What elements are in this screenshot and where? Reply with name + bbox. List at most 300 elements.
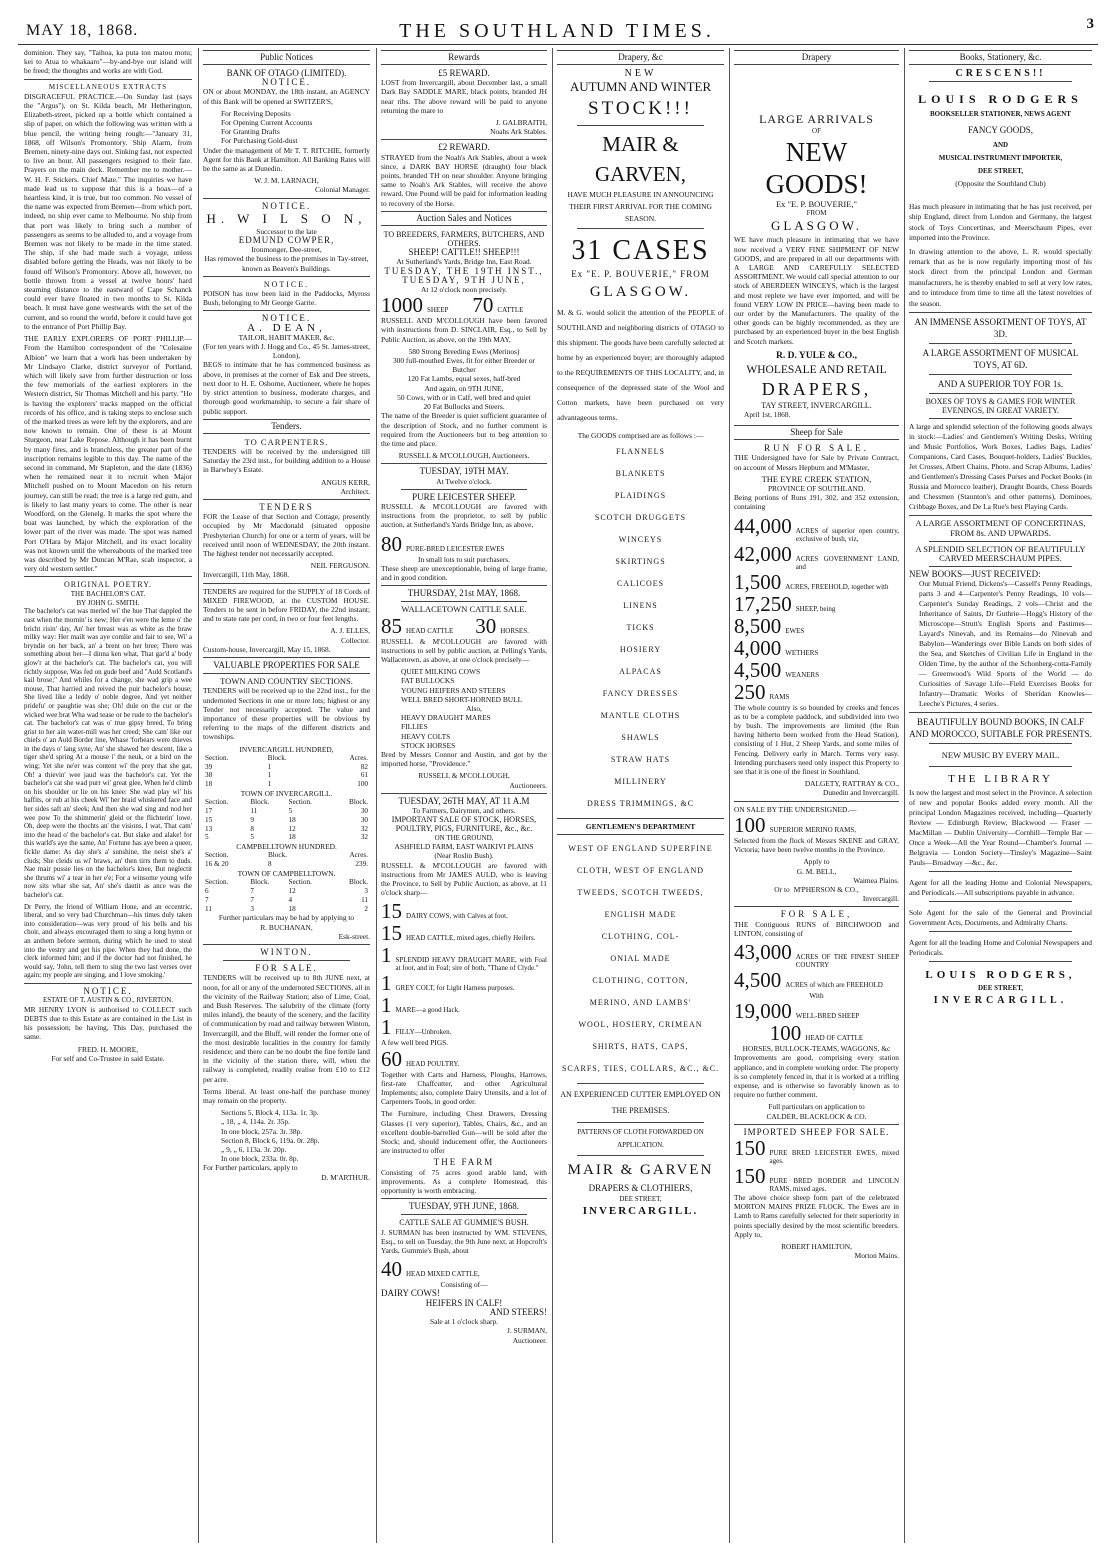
surman-signature: J. SURMAN, (506, 1326, 547, 1336)
hamilton-address: Morton Mains. (854, 1251, 899, 1261)
table-cell: 12 (288, 886, 296, 895)
list-item: CLOTHING, COTTON, (592, 975, 689, 985)
divider (203, 499, 370, 500)
sheep-count: 1000 (381, 293, 423, 318)
dee-street: DEE STREET, (978, 167, 1023, 176)
table-header: Section. (288, 798, 312, 807)
divider (929, 343, 1072, 344)
list-item: SCARFS, TIES, COLLARS, &C., &C. (561, 1063, 720, 1073)
musical-toys: A LARGE ASSORTMENT OF MUSICAL TOYS, AT 6D. (922, 348, 1079, 371)
imported-text: The above choice sheep form part of the celebrated MORTON MAINS PRIZE FLOCK. The Ewes are in Lamb to Rams carefully selected for their superiority in points specially desired by the most scientific breeders. Apply to, (734, 1192, 899, 1239)
notice-heading: NOTICE. (261, 313, 312, 324)
reward-signature-address: Noahs Ark Stables. (490, 127, 547, 137)
figure-label: ACRES of which are FREEHOLD (785, 980, 883, 989)
figure-row (734, 515, 899, 543)
auctioneer-signature: RUSSELL & M'COLLOUGH, Auctioneers. (398, 451, 530, 461)
figure-label: WETHERS (785, 648, 819, 657)
list-item: For Granting Drafts (221, 127, 280, 137)
list-item: CLOTHING, COL- (601, 931, 680, 941)
rams-label: SUPERIOR MERINO RAMS, (769, 825, 857, 834)
masthead (0, 0, 1114, 44)
table-header: Section. (288, 878, 312, 887)
table-header: Acres. (349, 851, 368, 860)
sale-date: TUESDAY, 9TH JUNE, 1868. (408, 1201, 519, 1212)
page-number: 3 (1086, 16, 1094, 32)
table-cell: 18 (205, 780, 213, 789)
section-heading-books-stationery: Books, Stationery, &c. (909, 50, 1092, 65)
figure-row (734, 969, 899, 991)
meerschaum-line: A SPLENDID SELECTION OF BEAUTIFULLY CARVED MEERSCHAUM PIPES. (915, 543, 1086, 564)
sheep-location: At Sutherland's Yards, Bridge Inn, East Road. (396, 257, 532, 267)
table-cell: 9 (250, 815, 254, 824)
campbelltown-hundred-table (203, 851, 370, 869)
louis-rodgers-heading: LOUIS RODGERS (918, 92, 1083, 107)
run-text: THE Undersigned have for Sale by Private Contract, on account of Messrs Hepburn and M'Master, (734, 453, 899, 472)
pherson-address: Invercargill. (862, 894, 899, 904)
poison-notice: POISON has now been laid in the Paddocks, Myross Bush, belonging to Mr George Garrie. (203, 289, 370, 308)
firewood-signature: A. J. ELLES, (330, 626, 370, 636)
table-row (203, 825, 370, 834)
yule-date: April 1st, 1868. (744, 410, 791, 420)
divider (929, 766, 1072, 767)
table-cell: 11 (205, 904, 212, 913)
further-particulars: Further particulars may be had by applying to (218, 913, 355, 923)
divider (577, 1122, 704, 1123)
announcement-text: HAVE MUCH PLEASURE IN ANNOUNCING THEIR FIRST ARRIVAL FOR THE COMING SEASON. (567, 190, 714, 224)
poem-text: The bachelor's cat was merled wi' the hue That dappled the east when the mornin' is new; Her e'en were the leme o' the bricht risin' day, An' her breast was as white as the braw milky way: Her mailt was aye comlie and fair to see, Wi' a bryndie on her back, an' a brent on her bree; There was something about her—I dinna ken what, That gar'd a' body glow'r at the bachelor's cat. The bachelor's cat, you will richtly suppose, Was fed on gude beef and "Auld Scotland's kail brose;" And whiles for a change, she wad grip a wee mouse, That harried and reived the puir bachelor's house; She lived like a leddy o' noble degree, And yet neither pridefu' or paughtie was she; Oh! dule on the cur or the wicked wee brat Wha wad tease or be rude to the bachelor's cat. The bachelor's cat was o' true gipsy breed, To bring grist to her ain water-mill was her creed; She cam' like our chiefs o' an Auld Border line, Whase 'forbears were thieves in the days o' lang syne, An' she shawed her descent, like a tiger she'd spring At a mouse i' the neuk, or a bird on the wing; Yet she ne'er was content wi' the prey that she gat, Oh! a thievin' wee jaud was the bachelor's cat. Yet the bachelor's cat she wad purr wi' great glee, When he'd climb on his shoulder or lie on his knee: She wad play wi' his haffits, or rub at his cheek Wi' her braid whiskered face and her sides saft an' sleek; And then she wad sing and nod her wee pow To the shimmerin' gleid or the flichterin' lowe. Oh, deep were the thochts an' the visions, I wat, That cam' into the head o' the bachelor's cat. But slake and alake! for this warld's aye the same, An' Fortune has aye been a queer, fickle dame: As day she's a' sunshine, the neist she's a' cluds; She cleids us wi' braws, an' then tirrs them to duds. Nae mair pussie lies on the bachelor's knee, But neglectit she thrums wi' a tear in her e'e; For a winsome young wife now sits whar she sat, An' she's dautit as ance was the bachelor's cat. (24, 607, 192, 899)
figure-label: WELL-BRED SHEEP (795, 1012, 860, 1021)
list-item: LINENS (623, 600, 658, 610)
cattle-label: HEAD MIXED CATTLE, (406, 1270, 480, 1279)
goods-intro: The GOODS comprised are as follows :— (577, 431, 704, 441)
horses-label: HORSES. (500, 626, 529, 635)
table-cell: 11 (361, 895, 368, 904)
boxes-of-toys: BOXES OF TOYS & GAMES FOR WINTER EVENINGS, IN GREAT VARIETY. (925, 397, 1076, 416)
lease-tender-text: FOR the Lease of that Section and Cottage, presently occupied by Mr Macdonald (situated opposite Presbyterian Church) for one or a term of years, will be received until noon of WEDNESDAY, the 20th instant. The highest tender not necessarily accepted. (203, 512, 370, 558)
table-header-row (203, 754, 370, 763)
town-campbelltown-heading: TOWN OF CAMPBELLTOWN. (237, 868, 336, 878)
lot-row (381, 994, 547, 1016)
glasgow-heading: GLASGOW. (770, 218, 863, 234)
valuable-properties-heading: VALUABLE PROPERTIES FOR SALE (213, 659, 360, 670)
run-text-2: The whole country is so bounded by creeks and fences as to be a complete paddock, and subdivided into two by bush. The improvements are limited (the Run having hitherto been worked from the Head Station), consisting of 1 Hut, 2 Sheep Yards, and some miles of Fencing. Delivery early in March. Terms very easy. Intending purchasers need only inspect this Property to see that it is one of the finest in Southland. (734, 702, 899, 777)
reward-heading: £2 REWARD. (438, 142, 490, 153)
figure-number: 42,000 (734, 541, 792, 566)
lot-row (381, 972, 547, 994)
sale-date: TUESDAY, 19TH MAY. (419, 466, 509, 477)
sale-time: At 12 o'clock noon precisely. (420, 285, 508, 295)
table-cell: 30 (360, 806, 368, 815)
list-item: 120 Fat Lambs, equal sexes, half-bred (407, 374, 521, 384)
ashfield-lots (381, 900, 547, 1038)
figure-row (734, 615, 899, 637)
sheep-sale-list (381, 347, 547, 411)
wallacetown-list (381, 667, 547, 750)
section-heading-sheep-for-sale: Sheep for Sale (734, 425, 899, 440)
intro-paragraph: dominion. They say, "Taihoa, ka puta ton matou motu; kei to Atua to whakaaro"—by-and-bye our island will be freed; the thoughts and works are with God. (24, 48, 192, 76)
new-books-text: Our Mutual Friend, Dickens's—Cassell's Penny Readings, parts 3 and 4—Carpenter's Penny Readings, 10 vols—Carpenter's Sunday Readings, 2 vols—Christ and the Inheritance of Saints, Dr Guthrie—Hogg's History of the Microscope—Strutt's English Sports and Pastimes—Layard's Ninevah, and its Remains—do Ninevah and Babylon—Wanderings over Bible Lands on both sides of the Sea, and Sketches of Civilian Life in England in the Olden Time, by the author of the Schonberg-cotta-Family — Greenwood's Wild Sports of the World — do Curiosities of Savage Life—Field Exercises Books for Infantry—Dramatic Works of Sheridan Knowles—Leeche's Pictures, 4 series. (919, 579, 1092, 709)
list-item: WINCEYS (618, 534, 663, 544)
gentlemens-list (557, 838, 724, 1080)
table-cell: 3 (250, 904, 254, 913)
list-item: HOSIERY (619, 644, 662, 654)
divider (203, 276, 370, 277)
table-cell: 13 (205, 824, 213, 833)
divider (381, 1198, 547, 1199)
list-item: QUIET MILKING COWS (401, 667, 481, 677)
sheep-sale-text: RUSSELL AND M'COLLOUGH have been favored with instructions from D. SINCLAIR, Esq., to Sell by Public Auction, as above, on the 19th MAY, (381, 316, 547, 344)
misc-extracts-heading: MISCELLANEOUS EXTRACTS (48, 82, 168, 91)
list-item: CLOTH, WEST OF ENGLAND (576, 865, 705, 875)
figure-label: RAMS (769, 692, 790, 701)
tenders-heading: TENDERS (259, 501, 314, 512)
divider (203, 944, 370, 945)
wallacetown-quantities (381, 615, 547, 637)
important-sale-heading: IMPORTANT SALE OF STOCK, HORSES, POULTRY, PIGS, FURNITURE, &c., &c. (391, 815, 537, 834)
newspaper-title: THE SOUTHLAND TIMES. (399, 20, 715, 42)
list-item: WOOL, HOSIERY, CRIMEAN (578, 1019, 703, 1029)
agent-text-2: Agent for all the leading Home and Colonial Newspapers and Periodicals. (909, 938, 1092, 958)
lot-row (381, 922, 547, 944)
mair-garven-footer: MAIR & GARVEN (567, 1161, 714, 1178)
figure-number: 4,000 (734, 635, 782, 660)
column-divider (729, 48, 730, 1543)
list-item: 50 Cows, with or in Calf, well bred and quiet (397, 392, 531, 402)
table-header: Block. (349, 798, 368, 807)
table-cell: 6 (205, 886, 209, 895)
list-item: CALICOES (616, 578, 665, 588)
divider (203, 583, 370, 584)
louis-rodgers-footer: LOUIS RODGERS, (925, 969, 1076, 982)
table-header: Section. (205, 753, 229, 762)
table-cell: 16 & 20 (205, 860, 229, 869)
auctioneer-role: Auctioneers. (509, 780, 547, 790)
lot-count: 15 (381, 921, 402, 946)
figure-row (734, 659, 899, 681)
table-cell: 8 (250, 824, 254, 833)
lot-count: 15 (381, 899, 402, 924)
list-item: SCOTCH DRUGGETS (594, 512, 687, 522)
notice-heading: NOTICE. (261, 200, 312, 211)
list-item: FANCY DRESSES (602, 688, 679, 698)
table-header-row (203, 878, 370, 887)
fancy-goods: FANCY GOODS, (967, 124, 1033, 135)
figure-number: 4,500 (734, 657, 782, 682)
winton-terms: Terms liberal. At least one-half the purchase money may remain on the property. (203, 1086, 370, 1106)
patterns-line: PATTERNS OF CLOTH FORWARDED ON APPLICATION. (577, 1127, 704, 1149)
list-item: 300 full-mouthed Ewes, fit for either Breeder or Butcher (392, 356, 536, 375)
estate-heading: ESTATE OF T. AUSTIN & CO., RIVERTON. (42, 996, 174, 1005)
sale-quantities (381, 294, 547, 316)
ashfield-heading: ASHFIELD FARM, EAST WAIKIVI PLAINS (394, 842, 534, 852)
table-cell: 5 (250, 833, 254, 842)
table-cell: 30 (360, 815, 368, 824)
horses-line: HORSES, BULLOCK-TEAMS, WAGGONS, &c (742, 1044, 891, 1054)
list-item: STOCK HORSES (401, 740, 456, 750)
superior-toy: AND A SUPERIOR TOY FOR 1s. (937, 379, 1064, 390)
ewes-label: PURE-BRED LEICESTER EWES (406, 544, 505, 553)
figure-row (734, 543, 899, 571)
bell-signature: G. M. BELL, (796, 866, 837, 876)
column-divider (376, 48, 377, 1543)
list-item: TWEEDS, SCOTCH TWEEDS, (577, 887, 704, 897)
musical-importer: MUSICAL INSTRUMENT IMPORTER, (938, 154, 1063, 163)
estate-signature-role: For self and Co-Trustee in said Estate. (51, 1053, 165, 1063)
mixed-cattle-quantity (381, 1258, 547, 1280)
table-cell: 7 (205, 895, 209, 904)
divider (577, 125, 704, 126)
gummies-bush-heading: CATTLE SALE AT GUMMIE'S BUSH. (399, 1218, 529, 1228)
splendid-selection-text: A large and splendid selection of the following goods always in stock:—Ladies' and Gentlemen's Writing Desks, Writing and Music Portfolios, Work Boxes, Ladies Bags, Ladies' Companions, Card Cases, Bouquet-holders, Ladies' Buckles, Jet Crosses, Albert Chains, Photo. and Scrap Albums, Ladies' and Gentlemen's Dressing Cases Purses and Pocket Books (in Russia and Morocco leather), Draught Boards, Chess Boards and Chessmen (Staunton's and other patterns), Dominoes, Cribbage Boxes, and De La Rue's best Playing Cards. (909, 422, 1092, 512)
table-cell: 3 (364, 886, 368, 895)
merino-quantity (734, 814, 899, 836)
list-item: 20 Fat Bullocks and Steers. (423, 402, 505, 412)
table-cell: 39 (205, 762, 213, 771)
eyre-creek-heading: THE EYRE CREEK STATION, (761, 473, 872, 484)
library-text: Is now the largest and most select in the Province. A selection of new and popular Books added every month. All the principal London Magazines received, including—Quarterly Review — Edinburgh Review, Blackwood — Fraser — MacMillan — Dublin University—Cornhill—Temple Bar — Once a Week—All the Year Round—Chamber's Journal — Belgravia — London Society—Tinsley's Magazine—Saint Pauls—Broadway —&c., &c. (909, 788, 1092, 868)
dean-text: BEGS to intimate that he has commenced business as above, in premises at the corner of Esk and Dee streets, next door to H. E. Osborne, Auctioneer, where he hopes by strict attention to business, moderate charges, and thorough good workmanship, to secure a fair share of public support. (203, 360, 370, 416)
mg-text: M. & G. would solicit the attention of the PEOPLE of SOUTHLAND and neighboring districts of OTAGO to this shipment. The goods have been carefully selected at home by an experienced buyer; are thoroughly adapted to the REQUIREMENTS OF THIS LOCALITY, and, in consequence of the depressed state of the Wool and Cotton markets, have been purchased on very advantageous terms. (557, 308, 724, 423)
divider (24, 79, 192, 80)
dr-perry-anecdote: Dr Perry, the friend of William Hone, and an eccentric, liberal, and so very bad Churchman—his times duly taken into consideration—was very proud of his bells and his choir, and always encouraged them to sing a long hymn or an anthem before sermon, during which he used to steal into the vestry and get his pipe. When they had done, the clerk informed him; and if the doctor had not finished, he would say, 'John, tell them to sing the two last verses over again; my people are singing, and I love smoking.' (24, 902, 192, 980)
divider (381, 139, 547, 140)
lot-row (381, 900, 547, 922)
divider (929, 81, 1072, 82)
dean-history: (For ten years with J. Hogg and Co., 45 St. James-street, London), (203, 342, 370, 361)
table-header: Block. (267, 851, 287, 860)
town-country-heading: TOWN AND COUNTRY SECTIONS. (220, 676, 353, 687)
autumn-winter-heading: AUTUMN AND WINTER (569, 79, 712, 95)
table-cell: 100 (357, 780, 368, 789)
divider (577, 1155, 704, 1156)
winton-sections-list (203, 1108, 370, 1163)
birchwood-text: THE Contiguous RUNS of BIRCHWOOD and LINTON, consisting of (734, 919, 899, 938)
carpenters-heading: TO CARPENTERS. (244, 436, 329, 447)
bank-name: BANK OF OTAGO (LIMITED). (226, 68, 347, 78)
rodgers-text: Has much pleasure in intimating that he has just received, per ship England, direct from London and Germany, the largest stock of Toys Concertinas, and Meerschaum Pipes, ever imported into the Province. (909, 201, 1092, 243)
wilson-name: H. W I L S O N, (206, 210, 367, 226)
section-heading-drapery: Drapery, &c (557, 50, 724, 65)
merino-text: Selected from the flock of Messrs SKENE and GRAY, Victoria; have been twelve months in the Province. (734, 835, 899, 855)
list-item: And again, on 9TH JUNE, (424, 383, 504, 393)
list-item: Section 8, Block 6, 119a. 0r. 28p. (221, 1135, 320, 1145)
bookseller-line: BOOKSELLER STATIONER, NEWS AGENT (930, 110, 1071, 119)
leicester-quantity (381, 533, 547, 555)
list-item: 580 Strong Breeding Ewes (Merinos) (408, 346, 520, 356)
province-line: PROVINCE OF SOUTHLAND. (767, 484, 866, 494)
lease-signature: NEIL FERGUSON. (310, 561, 370, 571)
crescens-heading: CRESCENS!! (955, 68, 1046, 79)
consisting-of: Consisting of— (440, 1280, 488, 1290)
cattle-count: 70 (472, 293, 494, 318)
breeder-text: The name of the Breeder is quiet sufficient guarantee of the description of Stock, and no further comment is required from the Auctioneers but to beg attention to the time and place. (381, 411, 547, 448)
table-header: Section. (205, 798, 229, 807)
list-item: FLANNELS (616, 446, 665, 456)
winton-heading: WINTON. (260, 946, 313, 957)
firewood-tender-text: TENDERS are required for the SUPPLY of 18 Cords of MIXED FIREWOOD, at the CUSTOM HOUSE. Tenders to be sent in before FRIDAY, the 22nd instant; and to state rate per cord, in two or four feet lengths. (203, 586, 370, 624)
divider (557, 818, 724, 819)
calder-signature: CALDER, BLACKLOCK & CO. (766, 1111, 867, 1121)
section-heading-tenders: Tenders. (203, 419, 370, 434)
yule-name: R. D. YULE & CO., (776, 350, 857, 361)
divider (734, 906, 899, 907)
ewes-count: 80 (381, 531, 402, 556)
table-cell: 18 (288, 904, 296, 913)
divider (24, 576, 192, 577)
table-cell: 32 (360, 824, 368, 833)
divider (929, 566, 1072, 567)
sale-time: At Twelve o'clock. (436, 476, 492, 486)
with-line: With (809, 990, 824, 1000)
divider (929, 393, 1072, 394)
or-to: Or to (774, 884, 790, 894)
concertinas-line: A LARGE ASSORTMENT OF CONCERTINAS, FROM 8s. AND UPWARDS. (915, 518, 1086, 538)
divider (401, 601, 527, 602)
carpenters-text: TENDERS will be received by the undersigned till Saturday the 23rd inst., for building addition to a House in Barwhey's Estate. (203, 446, 370, 475)
hamilton-signature: ROBERT HAMILTON, (781, 1241, 852, 1251)
sole-agent-text: Sole Agent for the sale of the General and Provincial Government Acts, Documents, and Admiralty Charts. (909, 908, 1092, 928)
divider (929, 743, 1072, 744)
tay-street: TAY STREET, INVERCARGILL. (761, 400, 872, 410)
lot-count: 1 (381, 1015, 392, 1040)
figure-number: 4,500 (734, 967, 782, 992)
auctioneer-signature: RUSSELL & M'COLLOUGH, (418, 771, 510, 781)
for-sale-heading: FOR SALE, (780, 909, 853, 920)
dalgety-signature: DALGETY, RATTRAY & CO., (804, 779, 899, 789)
gentlemens-department-heading: GENTLEMEN'S DEPARTMENT (585, 821, 696, 831)
figure-number: 1,500 (734, 569, 782, 594)
reward-text: LOST from Invercargill, about December last, a small Dark Bay SADDLE MARE, black points, branded JH near ribs. The above reward will be paid to anyone returning the mare to (381, 78, 547, 115)
figure-row (734, 637, 899, 659)
divider (577, 228, 704, 229)
table-header: Block. (349, 878, 368, 887)
lot-row (381, 1016, 547, 1038)
divider (24, 983, 192, 984)
list-item: In one block, 233a. 0r. 8p. (221, 1154, 299, 1164)
figure-number: 43,000 (734, 939, 792, 964)
dee-street: DEE STREET, (619, 1194, 662, 1203)
cowper-sub: Ironmonger, Dee-street, (251, 245, 322, 255)
spacer (734, 69, 899, 111)
breeders-heading: TO BREEDERS, FARMERS, BUTCHERS, AND OTHERS. (383, 229, 545, 249)
table-cell: 8 (267, 860, 272, 869)
figure-number: 250 (734, 679, 766, 704)
divider (577, 1083, 704, 1084)
and-line: AND (992, 140, 1009, 149)
list-item: „ 9, „ 6, 113a. 3r. 20p. (221, 1145, 287, 1155)
reward-heading: £5 REWARD. (438, 68, 490, 78)
table-cell: 1 (267, 780, 272, 789)
table-row (203, 763, 370, 772)
cowper-text: Has removed the business to the premises in Tay-street, known as Beaven's Buildings. (204, 254, 369, 273)
divider (929, 931, 1072, 932)
table-header: Block. (250, 798, 270, 807)
table-cell: 5 (205, 833, 209, 842)
arthur-signature: D. M'ARTHUR. (321, 1172, 370, 1182)
divider (929, 871, 1072, 872)
notice-heading: NOTICE. (83, 985, 133, 996)
reward-signature: J. GALBRAITH, (495, 118, 547, 128)
column-5 (734, 48, 899, 1543)
divider (929, 961, 1072, 962)
table-header: Section. (205, 851, 229, 860)
town-invercargill-heading: TOWN OF INVERCARGILL. (240, 788, 333, 798)
large-arrivals-heading: LARGE ARRIVALS (759, 112, 874, 126)
leicester-text: RUSSELL & M'COLLOUGH are favored with instructions from the proprietor, to sell by public auction, at Sutherland's Yards Bridge Inn, as above, (381, 501, 547, 530)
new-books-heading: NEW BOOKS—JUST RECEIVED: (909, 569, 1041, 580)
masthead-rule (18, 44, 1098, 45)
section-heading-rewards: Rewards (381, 50, 547, 65)
lot-description: SPLENDID HEAVY DRAUGHT MARE, with Foal at foot, and in Foal; sire of both, "Thane of Clyde." (395, 956, 547, 973)
table-cell: 38 (205, 771, 213, 780)
list-item: For Receiving Deposits (221, 108, 291, 118)
divider (203, 657, 370, 658)
column-divider (198, 48, 199, 1543)
figure-label: PURE BRED LEICESTER EWES, mixed ages. (769, 1148, 899, 1165)
table-row (203, 860, 370, 869)
table-header-row (203, 798, 370, 807)
list-item: SHIRTS, HATS, CAPS, (592, 1041, 689, 1051)
table-row (203, 833, 370, 842)
figure-number: 17,250 (734, 591, 792, 616)
figure-row (734, 681, 899, 703)
original-poetry-heading: ORIGINAL POETRY. (63, 580, 152, 590)
on-sale-heading: ON SALE BY THE UNDERSIGNED.— (734, 804, 857, 814)
table-cell: 82 (360, 762, 368, 771)
wholesale-retail: WHOLESALE AND RETAIL (746, 363, 887, 376)
for-sale-heading: FOR SALE. (255, 963, 318, 974)
run-figures (734, 515, 899, 703)
table-cell: 2 (364, 904, 368, 913)
cutter-line: AN EXPERIENCED CUTTER EMPLOYED ON THE PREMISES. (560, 1089, 721, 1115)
surman-text: J. SURMAN has been instructed by WM. STEVENS, Esq., to sell on Tuesday, the 9th June next, at Hopcroft's Yards, Gummie's Bush, about (381, 1227, 547, 1256)
divider (929, 374, 1072, 375)
lot-count: 1 (381, 993, 392, 1018)
figure-label: HEAD OF CATTLE (805, 1034, 864, 1043)
winton-text: TENDERS will be received up to 8th JUNE next, at noon, for all or any of the undernoted SECTIONS, all in the vicinity of the Railway Station; also of Lime, Coal, and Bush Reserves. The salubrity of the climate (forty miles inland), the beauty of the scenery, and the facility of communication by road and railway between Winton, Invercargill, and the Bluff, will render the former one of the most desirable localities in the country for family residence; and there can be no doubt the fine fertile land in the vicinity of the station there, will, when the railway is completed, readily realise from £10 to £12 per acre. (203, 973, 370, 1084)
rodgers-text-2: In drawing attention to the above, L. R. would specially remark that as he is now regularly importing most of his stock direct from the principal London and German manufacturers, he is thereby enabled to sell at very low rates, and to introduce from time to time all the latest novelties of the season. (909, 246, 1092, 308)
issue-date: MAY 18, 1868. (26, 22, 139, 39)
list-item: In one block, 257a. 3r. 38p. (221, 1126, 303, 1136)
list-item: BLANKETS (615, 468, 666, 478)
poultry-quantity (381, 1048, 547, 1070)
column-3 (381, 48, 547, 1543)
invercargill-hundred-heading: INVERCARGILL HUNDRED, (239, 744, 334, 754)
table-cell: 61 (360, 771, 368, 780)
ex-bouverie: Ex "E. P. BOUVERIE," (775, 198, 858, 209)
table-cell: 15 (205, 815, 213, 824)
figure-number: 8,500 (734, 613, 782, 638)
lease-date: Invercargill, 11th May, 1868. (203, 570, 290, 580)
divider (557, 834, 724, 835)
divider (929, 901, 1072, 902)
and-steers: AND STEERS! (489, 1306, 547, 1317)
list-item: HEAVY DRAUGHT MARES (401, 713, 491, 723)
list-item: FAT BULLOCKS (401, 676, 455, 686)
pherson-signature: M'PHERSON & CO., (793, 884, 859, 894)
section-heading-drapery: Drapery (734, 50, 899, 65)
horses-count: 30 (475, 613, 497, 638)
disgraceful-practice-article: DISGRACEFUL PRACTICE.—On Sunday last (says the "Argus"), on St. Kilda beach, Mr Hetherington, Elizabeth-street, picked up a bottle which contained a slip of paper, on which the following was written with a blue pencil, the writing being rough:—"January 31, 1868, off Wilson's Promontory. Ship Alarm, from Bremen, ninety-nine days out. Sinking fast, not expected to live an hour. All passengers resigned to their fate. Prayers on the main deck. Remember me to mother.—W. H. F. Stickers. Chief Mate." The inquiries we have made lead us to suppose that this is a hoax—of a heartless kind, it is true, but too common. No vessel of the name was expected from Bremen—from which port, indeed, no ship ever came to Melbourne. No ship from that port was likely to bring such a number of passengers as seems to be alluded to, and a voyage from Bremen was not likely to be made in the time stated. The ship, if she had made such a voyage, unless disabled before getting the Heads, was not likely to be found off Wilson's Promontory. Above all, however, no bottle thrown from a vessel at twelve hours' hard steaming distance to the eastward of Cape Schanck could ever have floated in two months to St. Kilda beach. It must have gone westwards with the set of the current, and so round the world, before it could have got to the entrance of Port Phillip Bay. (24, 91, 192, 331)
table-row (203, 807, 370, 816)
ashfield-location: (Near Roslin Bush). (434, 851, 494, 861)
table-cell: 18 (288, 833, 296, 842)
pigs-line: A few well bred PIGS. (381, 1038, 449, 1048)
table-header: Acres. (349, 753, 368, 762)
table-cell: 239. (355, 860, 368, 869)
carts-text: Together with Carts and Harness, Ploughs, Harrows, first-rate Chaffcutter, and other Agricultural Implements; also, complete Dairy Utensils, and a lot of Carpenters Tools, in good order. (381, 1069, 547, 1107)
figure-label: PURE BRED BORDER and LINCOLN RAMS, mixed ages. (769, 1176, 899, 1193)
